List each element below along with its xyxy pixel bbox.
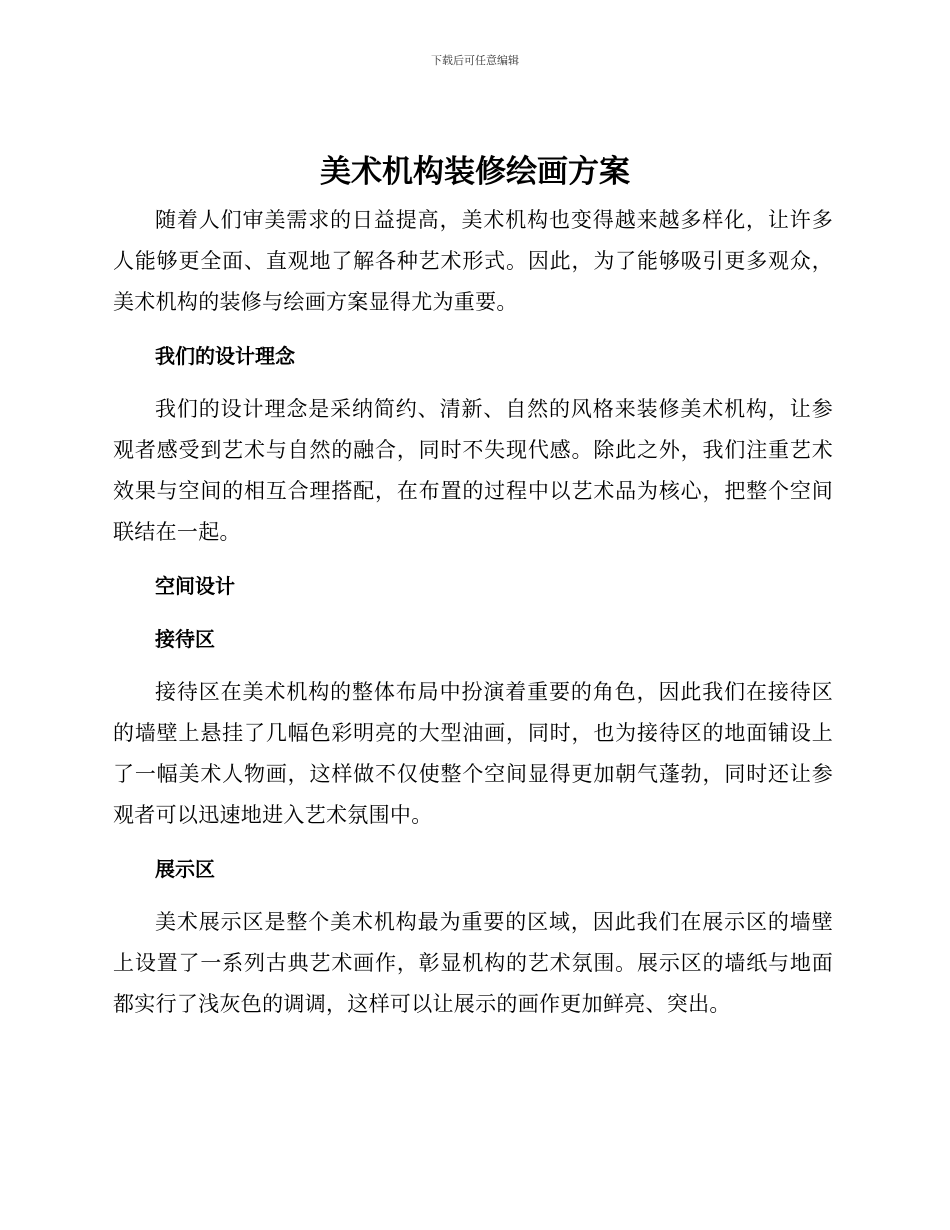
design-concept-paragraph: 我们的设计理念是采纳简约、清新、自然的风格来装修美术机构，让参观者感受到艺术与自然的融合，同时不失现代感。除此之外，我们注重艺术效果与空间的相互合理搭配，在布置的过程中以艺术品为核心，把整个空间联结在一起。 bbox=[113, 397, 833, 544]
reception-paragraph: 接待区在美术机构的整体布局中扮演着重要的角色，因此我们在接待区的墙壁上悬挂了几幅色彩明亮的大型油画，同时，也为接待区的地面铺设上了一幅美术人物画，这样做不仅使整个空间显得更加朝气蓬勃，同时还让参观者可以迅速地进入艺术氛围中。 bbox=[113, 680, 833, 827]
document-body bbox=[113, 200, 833, 1038]
intro-paragraph: 随着人们审美需求的日益提高，美术机构也变得越来越多样化，让许多人能够更全面、直观地了解各种艺术形式。因此，为了能够吸引更多观众，美术机构的装修与绘画方案显得尤为重要。 bbox=[113, 208, 833, 314]
section-heading-space-design: 空间设计 bbox=[155, 574, 235, 598]
section-heading-exhibition: 展示区 bbox=[155, 857, 215, 881]
page-header-note: 下载后可任意编辑 bbox=[431, 54, 519, 67]
section-heading-reception: 接待区 bbox=[155, 627, 215, 651]
exhibition-paragraph: 美术展示区是整个美术机构最为重要的区域，因此我们在展示区的墙壁上设置了一系列古典艺术画作，彰显机构的艺术氛围。展示区的墙纸与地面都实行了浅灰色的调调，这样可以让展示的画作更加鲜亮、突出。 bbox=[113, 910, 833, 1016]
section-heading-design-concept: 我们的设计理念 bbox=[155, 344, 295, 368]
document-title: 美术机构装修绘画方案 bbox=[320, 154, 630, 190]
